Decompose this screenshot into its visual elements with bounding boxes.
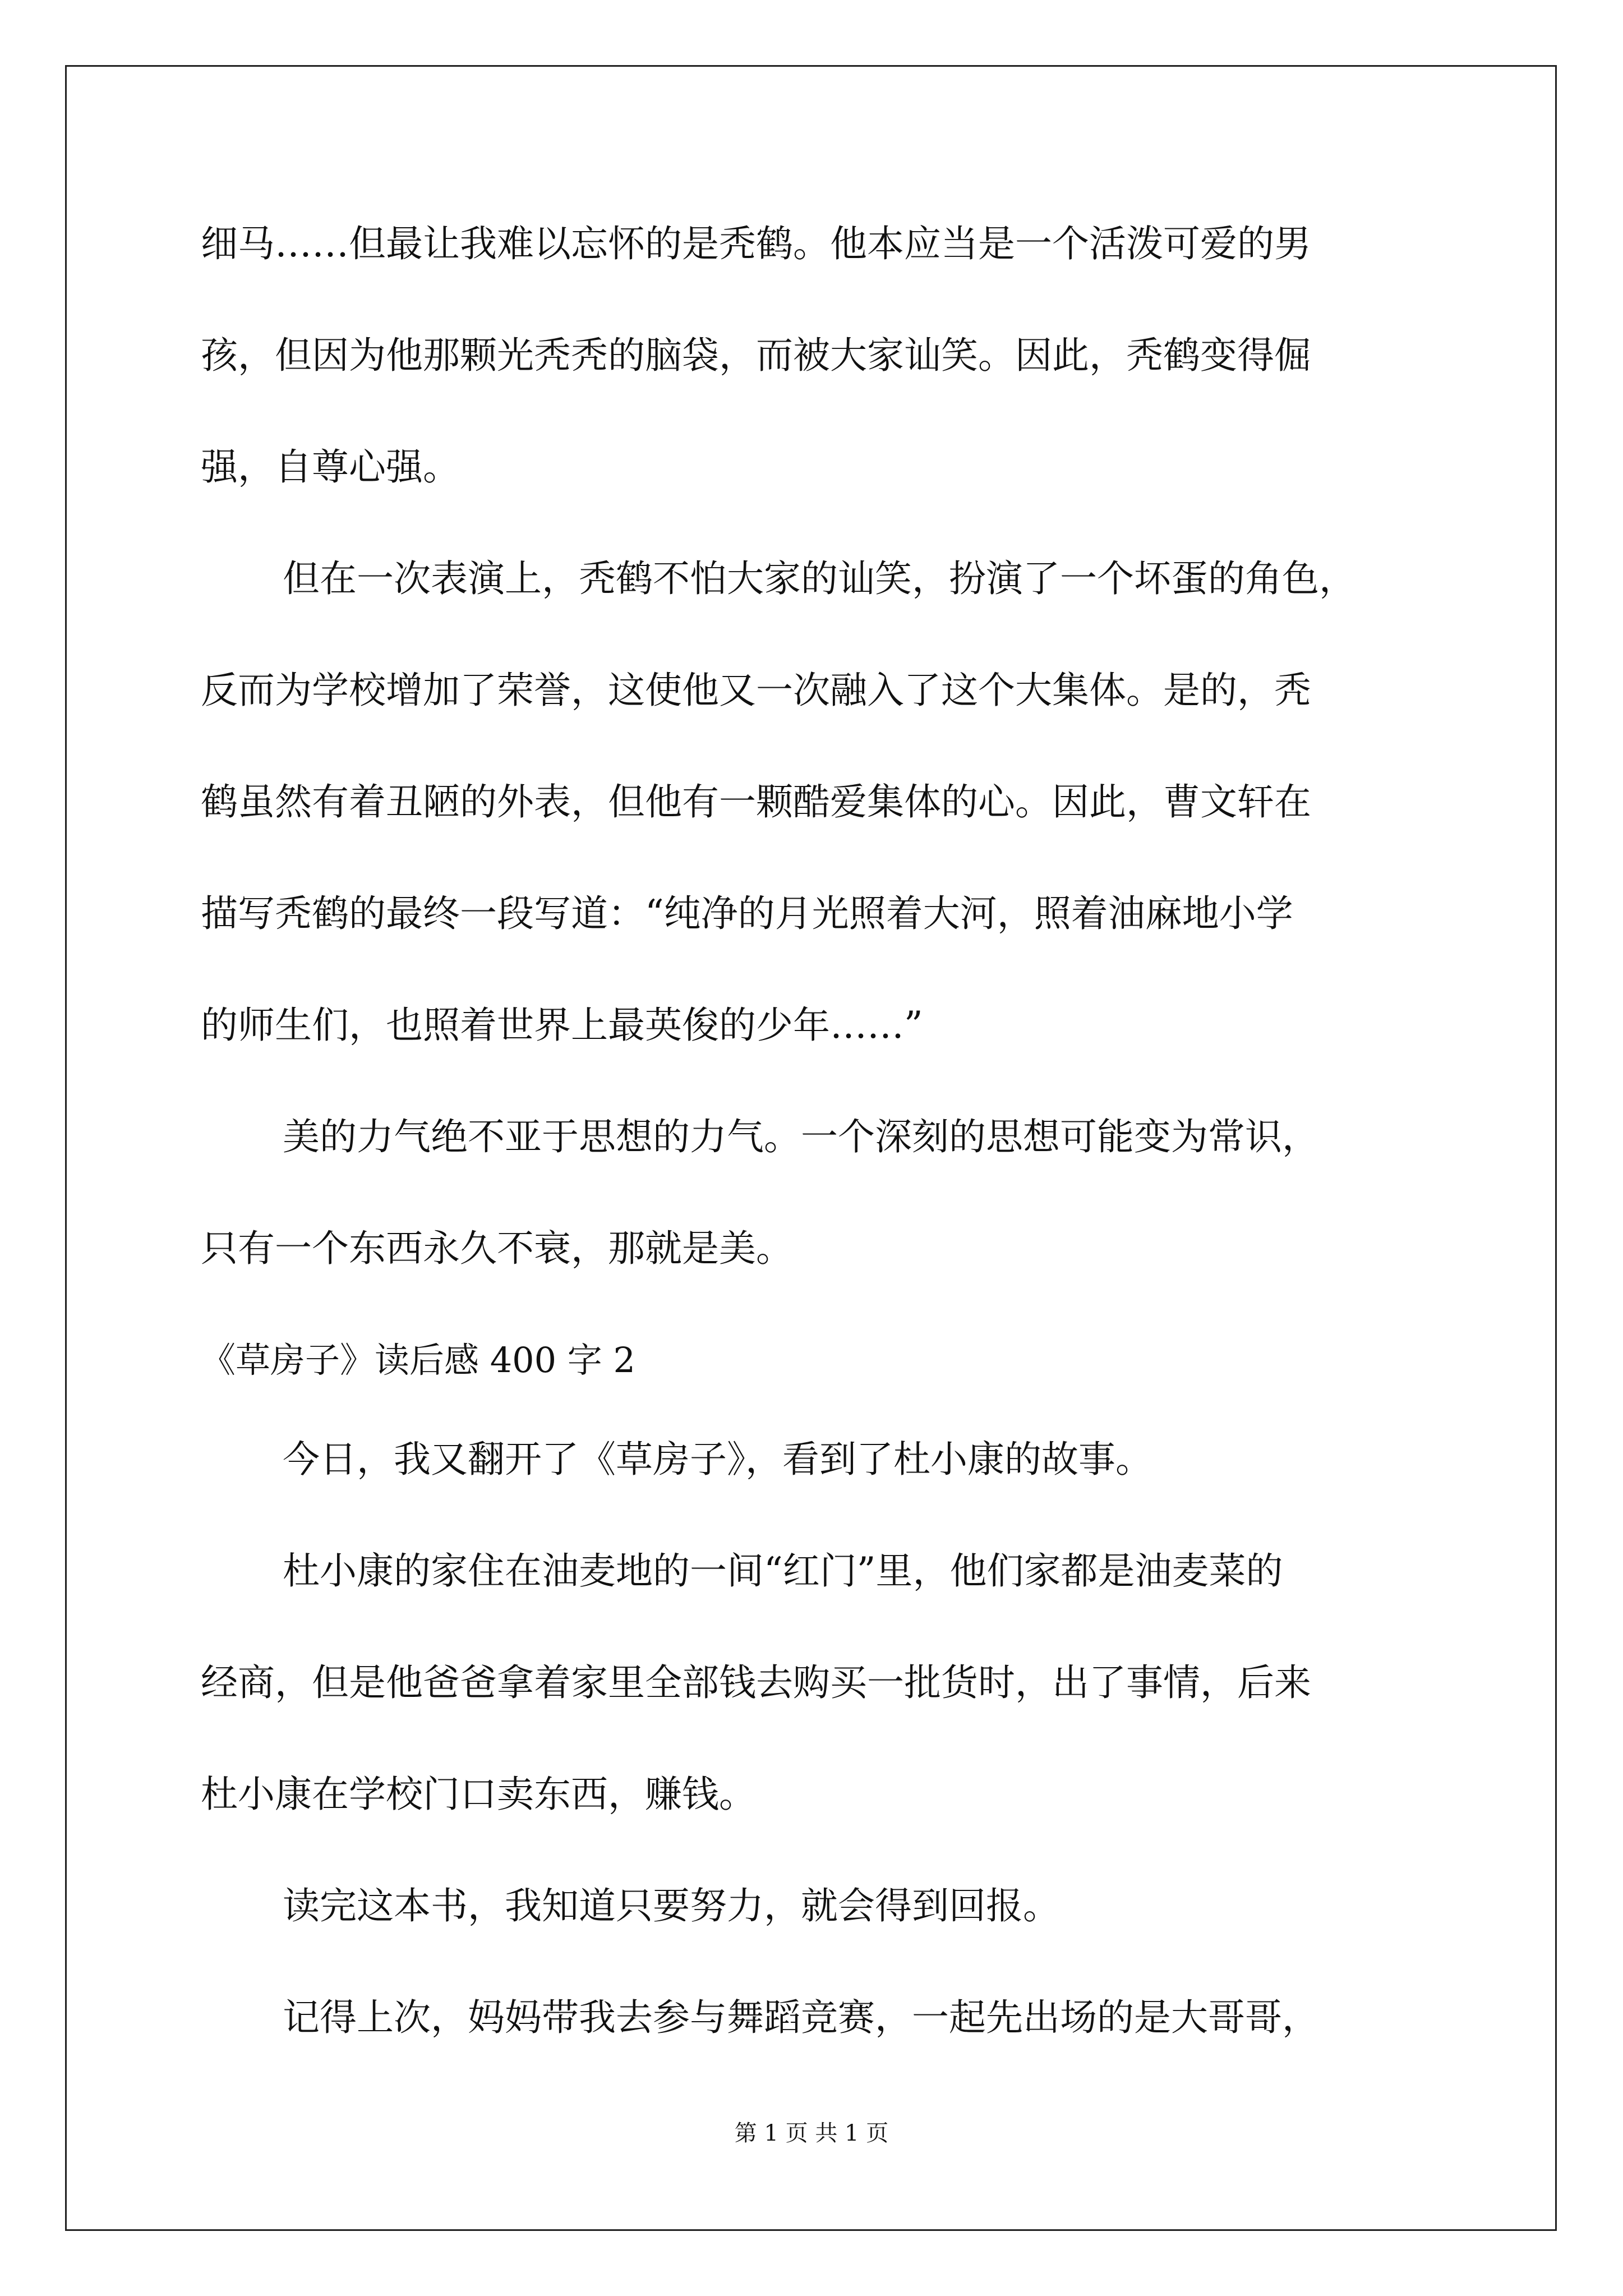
page-footer: 第 1 页 共 1 页 — [734, 2120, 889, 2146]
paragraph-start-line: 杜小康的家住在油麦地的一间“红门”里，他们家都是油麦菜的 — [283, 1549, 1283, 1593]
paragraph-start-line: 但在一次表演上，秃鹤不怕大家的讪笑，扮演了一个坏蛋的角色， — [283, 557, 1356, 600]
text-line: 细马……但最让我难以忘怀的是秃鹤。他本应当是一个活泼可爱的男 — [201, 222, 1311, 265]
text-line: 杜小康在学校门口卖东西，赚钱。 — [201, 1773, 756, 1816]
section-heading: 《草房子》读后感 400 字 2 — [201, 1340, 635, 1381]
paragraph-start-line: 读完这本书，我知道只要努力，就会得到回报。 — [283, 1884, 1060, 1927]
paragraph-start-line: 今日，我又翻开了《草房子》，看到了杜小康的故事。 — [283, 1438, 1152, 1481]
paragraph-start-line: 记得上次，妈妈带我去参与舞蹈竞赛，一起先出场的是大哥哥， — [283, 1996, 1319, 2039]
text-line: 的师生们，也照着世界上最英俊的少年……” — [201, 1004, 923, 1047]
text-line: 经商，但是他爸爸拿着家里全部钱去购买一批货时，出了事情，后来 — [201, 1661, 1311, 1704]
text-line: 描写秃鹤的最终一段写道：“纯净的月光照着大河，照着油麻地小学 — [201, 892, 1293, 935]
text-line: 只有一个东西永久不衰，那就是美。 — [201, 1227, 793, 1270]
document-body — [201, 216, 1435, 2101]
text-line: 孩，但因为他那颗光秃秃的脑袋，而被大家讪笑。因此，秃鹤变得倔 — [201, 334, 1311, 377]
paragraph-start-line: 美的力气绝不亚于思想的力气。一个深刻的思想可能变为常识， — [283, 1115, 1319, 1158]
text-line: 鹤虽然有着丑陋的外表，但他有一颗酷爱集体的心。因此，曹文轩在 — [201, 780, 1311, 823]
text-line: 反而为学校增加了荣誉，这使他又一次融入了这个大集体。是的，秃 — [201, 669, 1311, 712]
text-line: 强，自尊心强。 — [201, 445, 460, 489]
